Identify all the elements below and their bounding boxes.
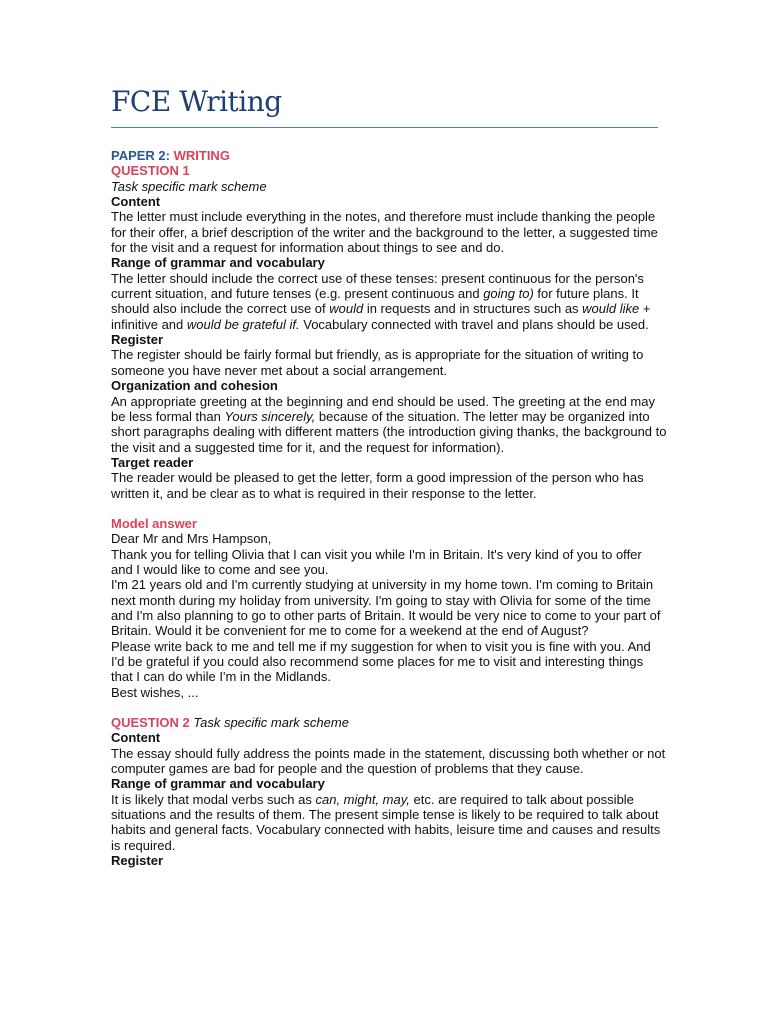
q1-range-part4: + infinitive and <box>111 301 651 332</box>
model-paragraph-3: Please write back to me and tell me if my suggestion for when to visit you is fine with you. And I'd be grateful if you could also recommend some places for me to visit and interesting things that I can do while I'm in the Midlands. <box>111 638 651 685</box>
q1-range-heading: Range of grammar and vocabulary <box>111 255 325 271</box>
q1-content-text: The letter must include everything in the notes, and therefore must include thanking the people for their offer, a brief description of the writer and the background to the letter, a suggested time for the visit and a request for information about things to see and do. <box>111 209 658 256</box>
page-title: FCE Writing <box>111 85 282 118</box>
q2-range-part2: etc. are required to talk about possible situations and the results of them. The present simple tense is likely to be required to talk about habits and general facts. Vocabulary connected with habits, leisure time and causes and results is required. <box>111 791 661 853</box>
q1-range-would: would <box>329 301 364 317</box>
question2-heading: QUESTION 2 <box>111 715 190 731</box>
q1-register-heading: Register <box>111 332 164 348</box>
question2-heading-line <box>111 715 667 730</box>
q1-org-heading: Organization and cohesion <box>111 378 278 394</box>
spacer <box>111 700 667 715</box>
q1-range-part3: in requests and in structures such as <box>363 301 583 317</box>
model-salutation: Dear Mr and Mrs Hampson, <box>111 531 272 547</box>
paper-name: WRITING <box>173 148 230 163</box>
model-paragraph-1: Thank you for telling Olivia that I can visit you while I'm in Britain. It's very kind of you to offer and I would like to come and see you. <box>111 546 642 577</box>
q1-range-part5: Vocabulary connected with travel and plans should be used. <box>299 316 649 332</box>
title-underline <box>111 127 658 128</box>
q2-content-text: The essay should fully address the points made in the statement, discussing both whether or not computer games are bad for people and the question of problems that they cause. <box>111 745 666 777</box>
q2-range-text <box>111 792 667 853</box>
q1-range-part2: for future plans. It should also include the correct use of <box>111 286 639 317</box>
question2-subheading: Task specific mark scheme <box>189 715 349 731</box>
q2-range-part1: It is likely that modal verbs such as <box>111 791 316 807</box>
model-paragraph-2: I'm 21 years old and I'm currently studying at university in my home town. I'm coming to Britain next month during my holiday from university. I'm going to stay with Olivia for some of the time and I'm also planning to go to other parts of Britain. It would be very nice to come to your part of Britain. Would it be convenient for me to come for a weekend at the end of August? <box>111 577 661 639</box>
q1-org-part2: because of the situation. The letter may be organized into short paragraphs dealing with different matters (the introduction giving thanks, the background to the visit and a suggested time for it, and the request for information). <box>111 408 667 455</box>
q1-range-text <box>111 271 667 332</box>
spacer <box>111 501 667 516</box>
q2-content-heading: Content <box>111 730 161 746</box>
q1-range-grateful: would be grateful if. <box>186 316 300 332</box>
document-body <box>111 148 667 868</box>
q1-range-wouldlike: would like <box>582 301 640 317</box>
q1-register-text: The register should be fairly formal but friendly, as is appropriate for the situation of writing to someone you have never met about a social arrangement. <box>111 347 644 378</box>
paper-prefix: PAPER 2: <box>111 148 174 163</box>
q1-org-yours: Yours sincerely, <box>224 408 316 424</box>
q1-content-heading: Content <box>111 194 161 210</box>
paper-heading <box>111 148 667 163</box>
q2-range-modals: can, might, may, <box>315 791 410 807</box>
q1-range-part1: The letter should include the correct use of these tenses: present continuous for the person's current situation, and future tenses (e.g. present continuous and <box>111 270 644 302</box>
question1-subheading: Task specific mark scheme <box>111 178 267 194</box>
q1-range-going: going to) <box>483 286 534 302</box>
q2-range-heading: Range of grammar and vocabulary <box>111 776 325 792</box>
q1-target-heading: Target reader <box>111 454 194 470</box>
q1-org-part1: An appropriate greeting at the beginning and end should be used. The greeting at the end may be less formal than <box>111 393 655 424</box>
question1-heading: QUESTION 1 <box>111 163 190 179</box>
q1-org-text <box>111 394 667 455</box>
q2-register-heading: Register <box>111 853 164 869</box>
q1-target-text: The reader would be pleased to get the letter, form a good impression of the person who has written it, and be clear as to what is required in their response to the letter. <box>111 470 644 501</box>
model-closing: Best wishes, ... <box>111 684 199 700</box>
model-answer-heading: Model answer <box>111 515 197 531</box>
